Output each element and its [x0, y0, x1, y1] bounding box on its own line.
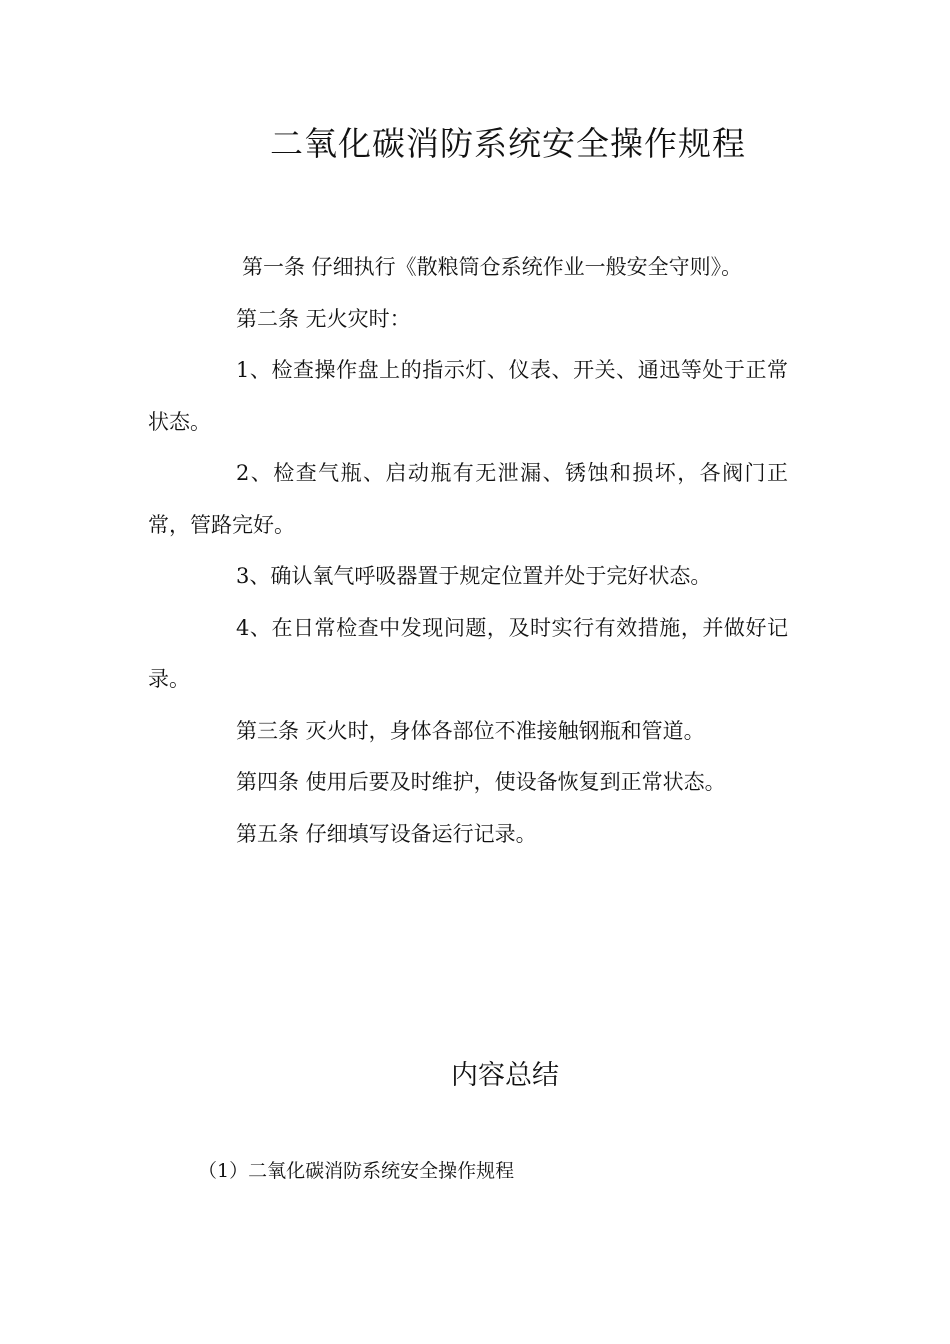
- article-3: 第三条 灭火时，身体各部位不准接触钢瓶和管道。: [236, 718, 705, 743]
- document-body: [148, 242, 788, 860]
- article-2: 第二条 无火灾时：: [236, 306, 411, 331]
- document-title: 二氧化碳消防系统安全操作规程: [270, 124, 746, 163]
- article-1: 第一条 仔细执行《散粮筒仓系统作业一般安全守则》。: [242, 255, 743, 279]
- summary-heading: 内容总结: [451, 1060, 559, 1091]
- article-4: 第四条 使用后要及时维护，使设备恢复到正常状态。: [236, 770, 726, 794]
- article-2-item-4: 4、在日常检查中发现问题，及时实行有效措施，并做好记录。: [148, 615, 788, 691]
- article-2-item-1: 1、检查操作盘上的指示灯、仪表、开关、通迅等处于正常状态。: [148, 358, 788, 434]
- article-5: 第五条 仔细填写设备运行记录。: [236, 821, 537, 846]
- summary-item: （1）二氧化碳消防系统安全操作规程: [198, 1160, 515, 1182]
- article-2-item-2: 2、检查气瓶、启动瓶有无泄漏、锈蚀和损坏，各阀门正常，管路完好。: [148, 461, 788, 537]
- article-2-item-3: 3、确认氧气呼吸器置于规定位置并处于完好状态。: [236, 564, 712, 588]
